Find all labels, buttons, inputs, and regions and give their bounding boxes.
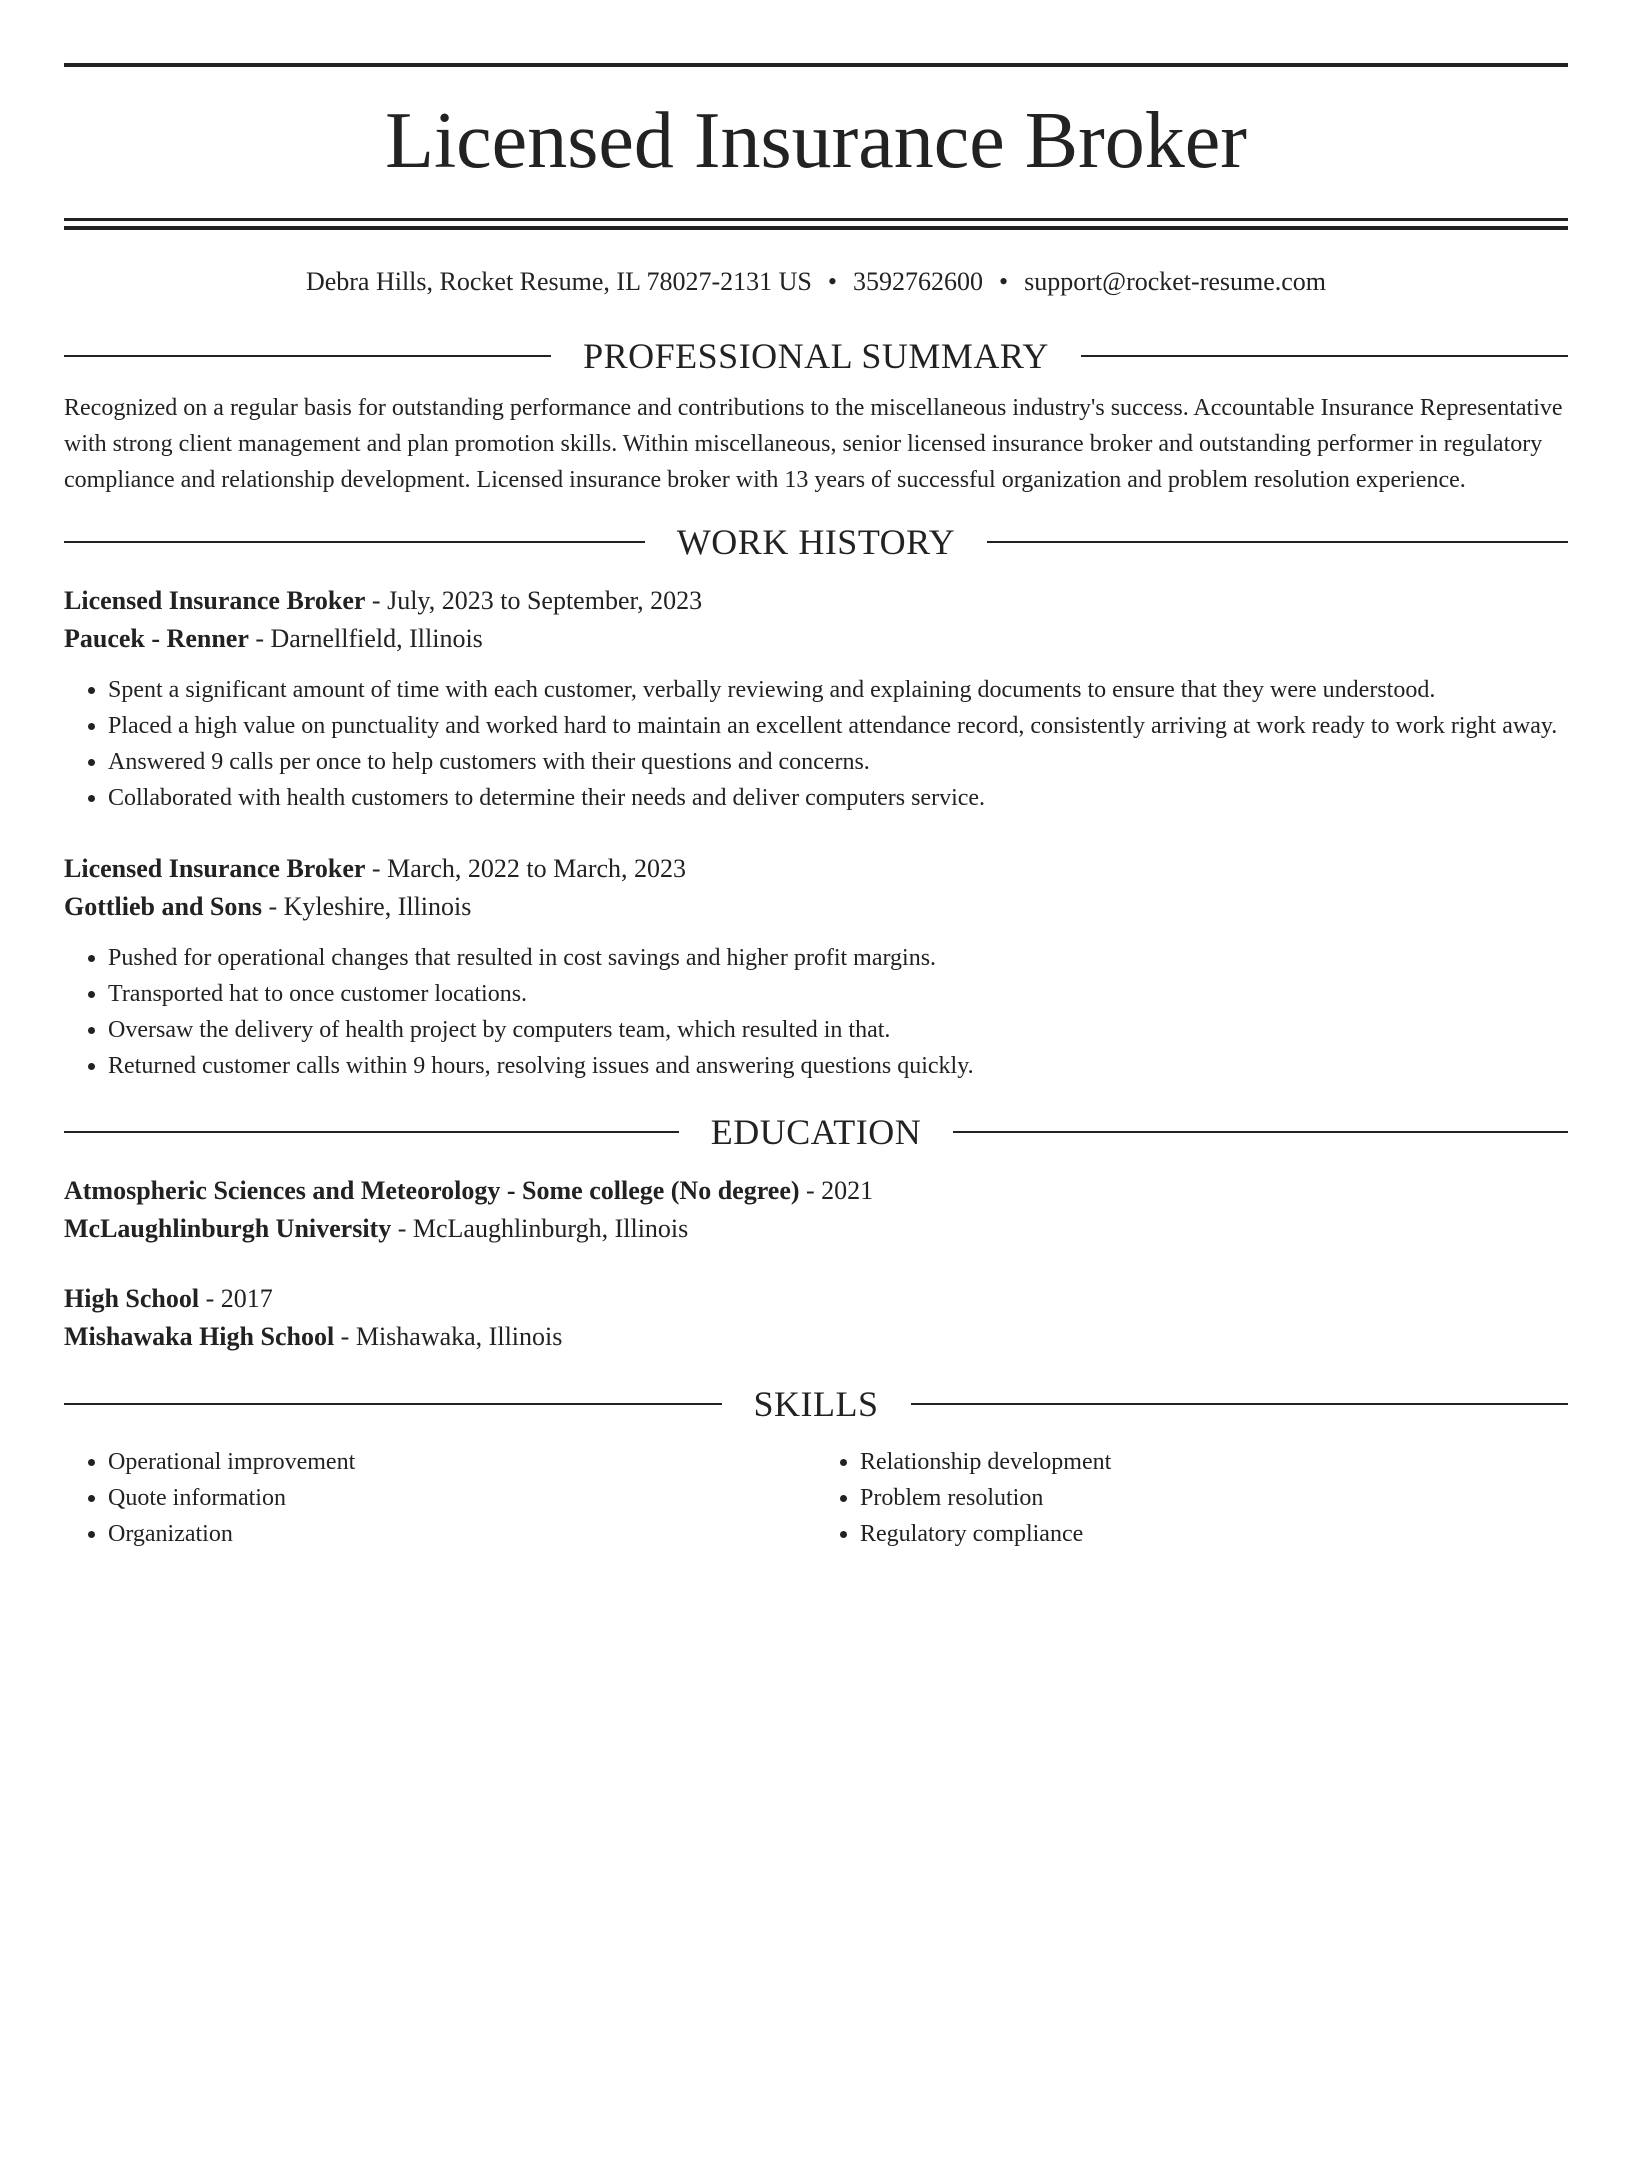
resume-title: Licensed Insurance Broker: [385, 97, 1247, 185]
education-school: Mishawaka High School: [64, 1322, 335, 1351]
job-company-line: [64, 888, 1568, 926]
job-title-line: [64, 582, 1568, 620]
job-bullet: • Collaborated with health customers to determine their needs and deliver computers service.: [108, 780, 1568, 816]
skill-item: • Quote information: [108, 1480, 816, 1516]
section-title-summary: PROFESSIONAL SUMMARY: [583, 336, 1049, 376]
education-school: McLaughlinburgh University: [64, 1214, 392, 1243]
job-bullet: • Oversaw the delivery of health project by computers team, which resulted in that.: [108, 1012, 1568, 1048]
contact-address: Debra Hills, Rocket Resume, IL 78027-2131 US: [305, 267, 812, 296]
section-rule-left: [64, 1131, 679, 1133]
contact-separator: •: [827, 267, 838, 296]
title-double-rule: [64, 218, 1568, 230]
skills-column-right: [816, 1444, 1568, 1552]
job-bullets: [64, 672, 1568, 816]
job-company: Paucek - Renner: [64, 624, 249, 653]
summary-text: Recognized on a regular basis for outstanding performance and contributions to the miscellaneous industry's success. Accountable Insurance Representative with strong client management and plan promotion skills. Within miscellaneous, senior licensed insurance broker and outstanding performer in regulatory compliance and relationship development. Licensed insurance broker with 13 years of successful organization and problem resolution experience.: [64, 395, 1563, 493]
section-title-work-history: WORK HISTORY: [676, 522, 956, 562]
job-location: - Darnellfield, Illinois: [248, 624, 483, 653]
education-location: - Mishawaka, Illinois: [334, 1322, 563, 1351]
job-bullet: • Spent a significant amount of time with each customer, verbally reviewing and explaining documents to ensure that they were understood.: [108, 672, 1568, 708]
contact-phone: 3592762600: [853, 267, 984, 296]
education-school-line: [64, 1318, 1568, 1356]
education-school-line: [64, 1210, 1568, 1248]
section-header-summary: [64, 334, 1568, 378]
section-rule-right: [987, 541, 1568, 543]
skills-list: [64, 1444, 1568, 1552]
job-bullet: • Answered 9 calls per once to help customers with their questions and concerns.: [108, 744, 1568, 780]
section-rule-left: [64, 1403, 722, 1405]
job-bullet: • Transported hat to once customer locations.: [108, 976, 1568, 1012]
job-dates: - July, 2023 to September, 2023: [365, 586, 703, 615]
education-entry: [64, 1280, 1568, 1356]
section-rule-right: [911, 1403, 1569, 1405]
resume-page: [0, 63, 1632, 2175]
job-entry: [64, 850, 1568, 1084]
skill-item: • Relationship development: [860, 1444, 1568, 1480]
section-rule-right: [1081, 355, 1568, 357]
section-title-education: EDUCATION: [710, 1112, 922, 1152]
job-bullets: [64, 940, 1568, 1084]
section-rule-left: [64, 541, 645, 543]
job-company: Gottlieb and Sons: [64, 892, 262, 921]
education-degree: Atmospheric Sciences and Meteorology - Some college (No degree): [64, 1176, 800, 1205]
education-year: - 2021: [799, 1176, 874, 1205]
education-entry: [64, 1172, 1568, 1248]
education-degree-line: [64, 1172, 1568, 1210]
job-title: Licensed Insurance Broker: [64, 586, 366, 615]
education-degree-line: [64, 1280, 1568, 1318]
section-title-skills: SKILLS: [753, 1384, 879, 1424]
contact-separator: •: [999, 267, 1009, 296]
section-rule-right: [953, 1131, 1568, 1133]
job-location: - Kyleshire, Illinois: [261, 892, 472, 921]
job-entry: [64, 582, 1568, 816]
skill-item: • Operational improvement: [108, 1444, 816, 1480]
job-title: Licensed Insurance Broker: [64, 854, 366, 883]
contact-line: [64, 264, 1568, 300]
job-title-line: [64, 850, 1568, 888]
education-degree: High School: [64, 1284, 200, 1313]
skill-item: • Organization: [108, 1516, 816, 1552]
job-company-line: [64, 620, 1568, 658]
job-bullet: • Returned customer calls within 9 hours, resolving issues and answering questions quickly.: [108, 1048, 1568, 1084]
job-bullet: • Pushed for operational changes that resulted in cost savings and higher profit margins.: [108, 940, 1568, 976]
job-dates: - March, 2022 to March, 2023: [365, 854, 687, 883]
education-year: - 2017: [199, 1284, 273, 1313]
job-bullet: • Placed a high value on punctuality and worked hard to maintain an excellent attendance record, consistently arriving at work ready to work right away.: [108, 708, 1568, 744]
skill-item: • Regulatory compliance: [860, 1516, 1568, 1552]
section-rule-left: [64, 355, 551, 357]
section-header-skills: [64, 1382, 1568, 1426]
contact-email: support@rocket-resume.com: [1024, 267, 1327, 296]
education-location: - McLaughlinburgh, Illinois: [391, 1214, 689, 1243]
skill-item: • Problem resolution: [860, 1480, 1568, 1516]
skills-column-left: [64, 1444, 816, 1552]
section-header-education: [64, 1110, 1568, 1154]
section-header-work-history: [64, 520, 1568, 564]
